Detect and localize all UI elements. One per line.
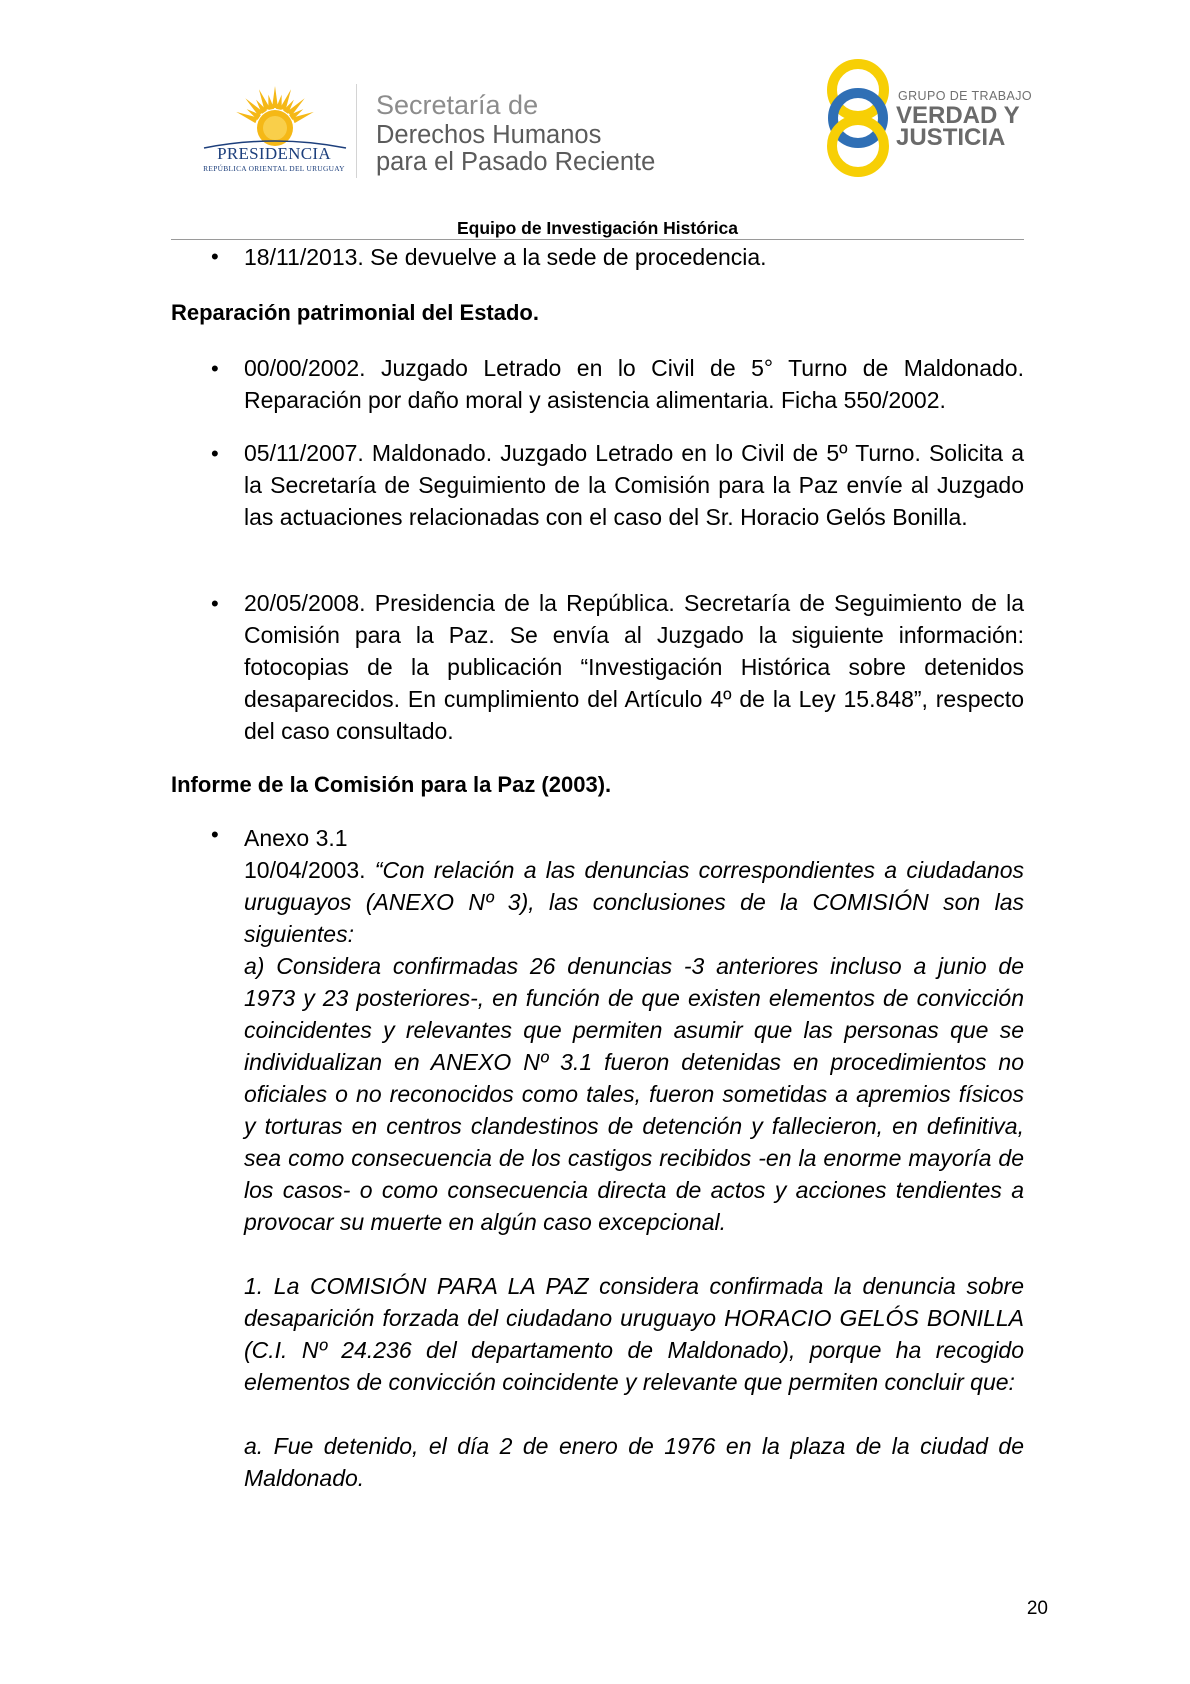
annex-quote-1: 1. La COMISIÓN PARA LA PAZ considera confirmada la denuncia sobre desaparición forzada del ciudadano uruguayo HORACIO GELÓS BONILLA (C.I. Nº 24.236 del departamento de Maldonado), porque ha recogido elementos de convicción coincidente y relevante que permiten concluir que:: [244, 1273, 1024, 1395]
grupo-title-line3: JUSTICIA: [896, 124, 1006, 151]
annex-quote-a: a) Considera confirmadas 26 denuncias -3 anteriores incluso a junio de 1973 y 23 posteriores-, en función de que existen elementos de convicción coincidentes y relevantes que permiten asumir que las personas que se individualizan en ANEXO Nº 3.1 fueron detenidas en procedimientos no oficiales o no reconocidos como tales, fueron sometidas a apremios físicos y torturas en centros clandestinos de detención y fallecieron, en definitiva, sea como consecuencia de los castigos recibidos -en la enorme mayoría de los casos- o como consecuencia directa de actos y acciones tendientes a provocar su muerte en algún caso excepcional.: [244, 953, 1024, 1235]
grupo-title-line2: VERDAD Y: [896, 102, 1020, 129]
annex-label: Anexo 3.1: [244, 825, 348, 851]
reparacion-item-1: 00/00/2002. Juzgado Letrado en lo Civil de 5° Turno de Maldonado. Reparación por daño moral y asistencia alimentaria. Ficha 550/2002.: [244, 355, 1024, 413]
secretaria-title-line2: Derechos Humanos: [376, 121, 602, 149]
page-number: 20: [1026, 1598, 1048, 1619]
grupo-title-line1: GRUPO DE TRABAJO: [898, 89, 1032, 103]
section-heading-reparacion: Reparación patrimonial del Estado.: [171, 300, 539, 325]
secretaria-title-line1: Secretaría de: [376, 90, 539, 120]
section-heading-informe: Informe de la Comisión para la Paz (2003).: [171, 772, 612, 797]
bullet-icon: •: [211, 822, 219, 847]
annex-quote-intro: [244, 854, 1024, 950]
team-header: Equipo de Investigación Histórica: [456, 218, 739, 238]
verdad-justicia-rings-logo: [818, 56, 902, 178]
logo-divider: [356, 84, 357, 178]
republica-wordmark: REPÚBLICA ORIENTAL DEL URUGUAY: [203, 164, 345, 173]
annex-quote-intro-text: “Con relación a las denuncias correspondientes a ciudadanos uruguayos (ANEXO Nº 3), las conclusiones de la COMISIÓN son las siguientes:: [244, 857, 1024, 947]
reparacion-item-3: 20/05/2008. Presidencia de la República. Secretaría de Seguimiento de la Comisión para la Paz. Se envía al Juzgado la siguiente información: fotocopias de la publicación “Investigación Histórica sobre detenidos desaparecidos. En cumplimiento del Artículo 4º de la Ley 15.848”, respecto del caso consultado.: [244, 590, 1024, 744]
presidencia-wordmark: PRESIDENCIA: [217, 144, 331, 163]
reparacion-item-2: 05/11/2007. Maldonado. Juzgado Letrado en lo Civil de 5º Turno. Solicita a la Secretaría de Seguimiento de la Comisión para la Paz envíe al Juzgado las actuaciones relacionadas con el caso del Sr. Horacio Gelós Bonilla.: [244, 440, 1024, 530]
bullet-icon: •: [211, 244, 219, 269]
secretaria-title-line3: para el Pasado Reciente: [376, 148, 656, 176]
bullet-icon: •: [211, 356, 219, 381]
annex-date: 10/04/2003.: [244, 857, 366, 883]
top-list-item: 18/11/2013. Se devuelve a la sede de procedencia.: [244, 244, 767, 270]
bullet-icon: •: [211, 441, 219, 466]
annex-quote-1a: a. Fue detenido, el día 2 de enero de 1976 en la plaza de la ciudad de Maldonado.: [244, 1433, 1024, 1491]
bullet-icon: •: [211, 591, 219, 616]
header-divider: [171, 239, 1024, 240]
